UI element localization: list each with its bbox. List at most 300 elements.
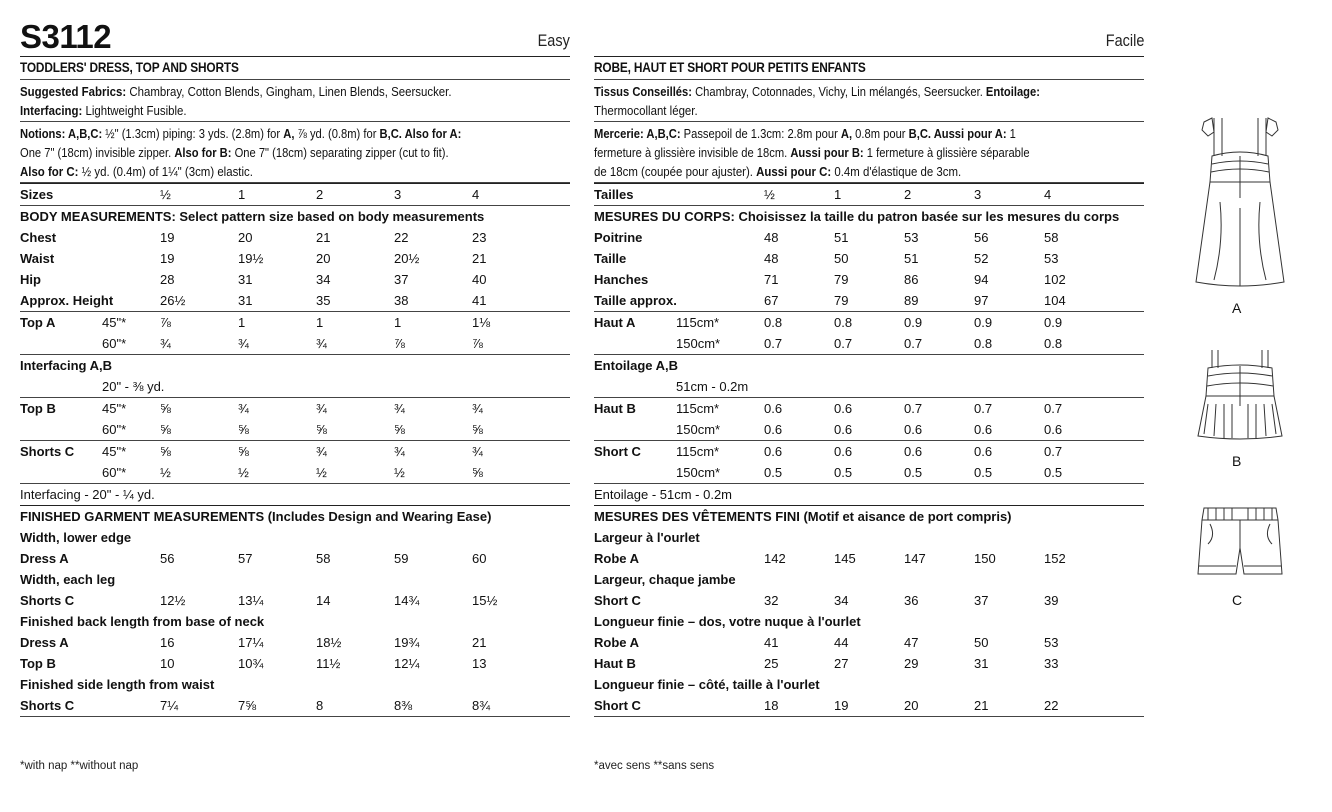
top-b-illustration [1196, 346, 1284, 446]
fabric-label [594, 333, 676, 355]
fabric-value: 0.7 [904, 398, 974, 420]
row-value: 19¾ [394, 635, 420, 650]
pattern-title: TODDLERS' DRESS, TOP AND SHORTS [20, 56, 570, 80]
row-value: 79 [834, 293, 849, 308]
finished-subheading-row [594, 611, 1144, 632]
row-value: 31 [974, 656, 989, 671]
row-value: 53 [1044, 251, 1059, 266]
fabric-value: 0.6 [834, 398, 904, 420]
row-value: 21 [472, 635, 487, 650]
interfacing-ab-value: 20" - ⅜ yd. [102, 379, 165, 394]
table-cell [676, 184, 764, 206]
fabric-value: ¾ [472, 398, 534, 420]
table-cell [1106, 441, 1144, 463]
sizes-row [594, 184, 1144, 206]
interfacing-c-row [594, 484, 1144, 506]
row-label: Short C [594, 593, 641, 608]
row-value: 20½ [394, 251, 420, 266]
table-cell [1106, 290, 1144, 312]
row-value: 11½ [316, 656, 341, 671]
row-value: 53 [1044, 635, 1059, 650]
row-value: 17¼ [238, 635, 264, 650]
table-end [594, 717, 1144, 719]
footnote: *with nap **without nap [20, 760, 139, 772]
size-value: ½ [764, 184, 834, 206]
row-value: 26½ [160, 293, 186, 308]
fabric-value: 0.6 [834, 422, 853, 437]
row-value: 86 [904, 272, 919, 287]
row-value: 89 [904, 293, 919, 308]
fabric-width: 60"* [102, 465, 127, 480]
fabric-value: 0.8 [834, 312, 904, 334]
fabric-value: 0.5 [904, 465, 923, 480]
table-cell [534, 419, 570, 441]
table-cell [1106, 398, 1144, 420]
interfacing-c: Interfacing - 20" - ¼ yd. [20, 484, 570, 506]
finished-row [594, 548, 1144, 569]
fabric-value: ⅝ [238, 441, 316, 463]
fabric-value: 0.7 [764, 336, 783, 351]
row-value: 15½ [472, 593, 498, 608]
fabric-value: 1 [316, 312, 394, 334]
row-label: Short C [594, 698, 641, 713]
fabric-label: Haut B [594, 398, 676, 420]
table-cell [1106, 548, 1144, 569]
fabric-value: ½ [238, 465, 249, 480]
shorts-c-illustration [1196, 500, 1284, 582]
row-value: 37 [394, 272, 409, 287]
sizes-label: Tailles [594, 184, 676, 206]
fabric-row [20, 441, 570, 463]
row-value: 8⅜ [394, 698, 413, 713]
row-value: 51 [904, 251, 919, 266]
body-row [20, 227, 570, 248]
footnote: *avec sens **sans sens [594, 760, 715, 772]
fabric-value: 0.7 [904, 336, 923, 351]
fabric-value: 0.5 [1044, 465, 1063, 480]
sizes-label: Sizes [20, 184, 102, 206]
fabric-value: ⅝ [472, 422, 483, 437]
fabric-label [20, 419, 102, 441]
fabric-row [594, 312, 1144, 334]
fabric-value: 0.6 [904, 422, 923, 437]
row-value: 20 [316, 251, 331, 266]
body-heading-row [594, 206, 1144, 228]
interfacing-ab-row [594, 355, 1144, 377]
row-value: 13¼ [238, 593, 264, 608]
fabric-value: ⅞ [472, 336, 483, 351]
row-value: 145 [834, 551, 856, 566]
measurement-table [594, 183, 1144, 718]
header [20, 0, 570, 56]
row-value: 7¼ [160, 698, 179, 713]
fabric-value: 0.6 [1044, 422, 1063, 437]
fabric-value: 0.6 [974, 441, 1044, 463]
fabric-value: 0.6 [764, 441, 834, 463]
size-value: 1 [238, 184, 316, 206]
fabric-value: ¾ [472, 441, 534, 463]
fabric-value: 0.7 [974, 398, 1044, 420]
finished-subheading: Largeur, chaque jambe [594, 572, 736, 587]
finished-row [594, 632, 1144, 653]
row-value: 13 [472, 656, 487, 671]
table-cell [1106, 184, 1144, 206]
row-value: 20 [238, 230, 253, 245]
table-cell [1106, 462, 1144, 484]
size-value: 4 [1044, 184, 1106, 206]
row-value: 44 [834, 635, 849, 650]
row-value: 51 [834, 230, 849, 245]
row-value: 56 [974, 230, 989, 245]
finished-subheading-row [594, 569, 1144, 590]
table-cell [534, 269, 570, 290]
fabric-value: ⅝ [160, 398, 238, 420]
table-cell [534, 462, 570, 484]
fabric-value: 0.6 [974, 422, 993, 437]
row-value: 41 [764, 635, 779, 650]
row-value: 21 [974, 698, 989, 713]
body-row [594, 269, 1144, 290]
row-value: 21 [472, 251, 487, 266]
fabric-row [594, 462, 1144, 484]
interfacing-ab-label: Entoilage A,B [594, 355, 1144, 377]
row-value: 22 [394, 230, 409, 245]
row-value: 53 [904, 230, 919, 245]
row-value: 10¾ [238, 656, 264, 671]
table-cell [534, 548, 570, 569]
finished-subheading-row [594, 674, 1144, 695]
fabric-label: Haut A [594, 312, 676, 334]
sizes-row [20, 184, 570, 206]
fabric-row [594, 398, 1144, 420]
row-value: 39 [1044, 593, 1059, 608]
body-row [594, 227, 1144, 248]
row-value: 79 [834, 272, 849, 287]
row-value: 58 [1044, 230, 1059, 245]
fabric-row [594, 419, 1144, 441]
measurement-table [20, 183, 570, 718]
fabric-row [594, 333, 1144, 355]
notions-block: Mercerie: A,B,C: Passepoil de 1.3cm: 2.8m pour A, 0.8m pour B,C. Aussi pour A: 1 fermeture à glissière invisible de 18cm. Aussi pour B: 1 fermeture à glissière séparable de 18cm (coupée pour ajuster). Aussi pour C: 0.4m d'élastique de 3cm. [594, 122, 1144, 183]
fabric-row [20, 462, 570, 484]
finished-subheading: Largeur à l'ourlet [594, 530, 700, 545]
row-value: 34 [316, 272, 331, 287]
figure-c-label: C [1232, 592, 1243, 608]
fabric-value: 0.7 [834, 336, 853, 351]
finished-subheading-row [20, 674, 570, 695]
table-cell [534, 590, 570, 611]
finished-subheading: Finished side length from waist [20, 677, 215, 692]
table-cell [534, 333, 570, 355]
fabric-value: 0.6 [904, 441, 974, 463]
row-value: 31 [238, 293, 253, 308]
fabric-value: ½ [394, 465, 405, 480]
fabric-value: 0.9 [1044, 312, 1106, 334]
fabric-label: Top B [20, 398, 102, 420]
table-cell [1106, 248, 1144, 269]
fabric-width: 45"* [102, 398, 160, 420]
fabric-value: ⅝ [316, 422, 327, 437]
dress-a-illustration [1190, 112, 1290, 292]
fabric-value: 0.7 [1044, 398, 1106, 420]
fabric-value: ⅝ [160, 441, 238, 463]
difficulty: Easy [537, 31, 570, 50]
body-row [20, 269, 570, 290]
table-cell [534, 441, 570, 463]
table-cell [534, 227, 570, 248]
table-cell [534, 184, 570, 206]
row-value: 48 [764, 251, 779, 266]
finished-row [20, 695, 570, 717]
table-cell [534, 398, 570, 420]
row-value: 23 [472, 230, 487, 245]
row-value: 104 [1044, 293, 1066, 308]
finished-subheading-row [594, 527, 1144, 548]
fabric-value: ⅞ [394, 336, 405, 351]
row-label: Robe A [594, 551, 640, 566]
row-value: 40 [472, 272, 487, 287]
row-value: 32 [764, 593, 779, 608]
fabric-value: ¾ [394, 398, 472, 420]
row-value: 47 [904, 635, 919, 650]
row-label: Dress A [20, 551, 69, 566]
fabric-value: ¾ [238, 336, 249, 351]
fabric-value: 0.5 [834, 465, 853, 480]
row-label: Hanches [594, 272, 649, 287]
row-value: 7⅝ [238, 698, 257, 713]
header [594, 0, 1144, 56]
fabric-label: Shorts C [20, 441, 102, 463]
row-value: 22 [1044, 698, 1059, 713]
fabric-value: ¾ [316, 398, 394, 420]
fabric-value: ¾ [316, 441, 394, 463]
row-value: 97 [974, 293, 989, 308]
french-column [594, 0, 1144, 772]
table-cell [1106, 695, 1144, 717]
row-value: 48 [764, 230, 779, 245]
row-value: 27 [834, 656, 849, 671]
fabric-value: 0.8 [974, 336, 993, 351]
row-value: 71 [764, 272, 779, 287]
row-value: 18 [764, 698, 779, 713]
row-value: 38 [394, 293, 409, 308]
row-value: 142 [764, 551, 786, 566]
row-value: 29 [904, 656, 919, 671]
finished-subheading-row [20, 569, 570, 590]
english-column [20, 0, 570, 772]
table-cell [1106, 632, 1144, 653]
fabric-label [20, 333, 102, 355]
row-value: 36 [904, 593, 919, 608]
finished-row [20, 590, 570, 611]
size-value: 4 [472, 184, 534, 206]
row-label: Taille [594, 251, 627, 266]
row-value: 52 [974, 251, 989, 266]
fabric-width: 45"* [102, 312, 160, 334]
fabric-row [20, 419, 570, 441]
fabric-label [594, 462, 676, 484]
interfacing-ab-value-row [594, 376, 1144, 398]
finished-row [20, 653, 570, 674]
body-row [594, 290, 1144, 312]
fabric-label: Top A [20, 312, 102, 334]
finished-heading-row [20, 506, 570, 528]
finished-row [20, 548, 570, 569]
row-value: 20 [904, 698, 919, 713]
table-cell [1106, 590, 1144, 611]
row-value: 58 [316, 551, 331, 566]
fabric-value: 1 [238, 312, 316, 334]
row-label: Approx. Height [20, 293, 114, 308]
row-label: Poitrine [594, 230, 643, 245]
fabric-value: ½ [160, 465, 171, 480]
fabric-width: 115cm* [676, 312, 764, 334]
row-label: Dress A [20, 635, 69, 650]
table-cell [1106, 269, 1144, 290]
table-cell [534, 632, 570, 653]
row-value: 31 [238, 272, 253, 287]
body-row [594, 248, 1144, 269]
body-heading-row [20, 206, 570, 228]
fabric-value: 0.6 [834, 441, 904, 463]
finished-subheading: Finished back length from base of neck [20, 614, 265, 629]
body-row [20, 290, 570, 312]
body-heading: MESURES DU CORPS: Choisissez la taille du patron basée sur les mesures du corps [594, 206, 1144, 228]
fabric-width: 60"* [102, 422, 127, 437]
fabric-value: 0.8 [1044, 336, 1063, 351]
row-value: 59 [394, 551, 409, 566]
row-value: 19 [160, 251, 175, 266]
row-value: 152 [1044, 551, 1066, 566]
row-value: 35 [316, 293, 331, 308]
table-cell [534, 290, 570, 312]
interfacing-ab-row [20, 355, 570, 377]
row-value: 57 [238, 551, 253, 566]
row-value: 19½ [238, 251, 264, 266]
row-value: 60 [472, 551, 487, 566]
fabric-value: 0.6 [764, 398, 834, 420]
finished-subheading: Longueur finie – dos, votre nuque à l'ourlet [594, 614, 861, 629]
body-heading: BODY MEASUREMENTS: Select pattern size based on body measurements [20, 206, 570, 228]
row-value: 19 [834, 698, 849, 713]
table-cell [102, 184, 160, 206]
row-value: 25 [764, 656, 779, 671]
fabric-width: 60"* [102, 336, 127, 351]
table-cell [1106, 333, 1144, 355]
row-value: 14 [316, 593, 331, 608]
fabric-value: ⅝ [160, 422, 171, 437]
fabric-value: ¾ [394, 441, 472, 463]
finished-subheading: Longueur finie – côté, taille à l'ourlet [594, 677, 820, 692]
fabric-value: 0.8 [764, 312, 834, 334]
row-label: Haut B [594, 656, 636, 671]
row-value: 10 [160, 656, 175, 671]
notions-block: Notions: A,B,C: ½" (1.3cm) piping: 3 yds. (2.8m) for A, ⅞ yd. (0.8m) for B,C. Also for A: One 7" (18cm) invisible zipper. Also for B: One 7" (18cm) separating zipper (cut to fit). Also for C: ½ yd. (0.4m) of 1¼" (3cm) elastic. [20, 122, 570, 183]
size-value: 2 [904, 184, 974, 206]
finished-subheading: Width, each leg [20, 572, 116, 587]
fabric-value: 0.9 [904, 312, 974, 334]
fabric-row [20, 312, 570, 334]
fabric-value: ⅝ [238, 422, 249, 437]
table-cell [1106, 419, 1144, 441]
interfacing-c-row [20, 484, 570, 506]
row-value: 102 [1044, 272, 1066, 287]
interfacing-c: Entoilage - 51cm - 0.2m [594, 484, 1144, 506]
row-value: 50 [974, 635, 989, 650]
row-label: Waist [20, 251, 55, 266]
fabric-row [20, 333, 570, 355]
body-row [20, 248, 570, 269]
finished-subheading-row [20, 527, 570, 548]
row-value: 12¼ [394, 656, 420, 671]
fabric-width: 115cm* [676, 398, 764, 420]
finished-heading: FINISHED GARMENT MEASUREMENTS (Includes Design and Wearing Ease) [20, 506, 570, 528]
row-value: 34 [834, 593, 849, 608]
row-value: 41 [472, 293, 487, 308]
table-cell [1106, 653, 1144, 674]
fabric-value: 0.5 [764, 465, 783, 480]
row-label: Robe A [594, 635, 640, 650]
size-value: 3 [394, 184, 472, 206]
fabric-value: ⅞ [160, 312, 238, 334]
row-value: 67 [764, 293, 779, 308]
table-end [20, 717, 570, 719]
row-value: 50 [834, 251, 849, 266]
fabric-label [594, 419, 676, 441]
fabric-value: 0.9 [974, 312, 1044, 334]
row-label: Shorts C [20, 698, 75, 713]
table-cell [534, 312, 570, 334]
row-value: 12½ [160, 593, 186, 608]
fabric-value: ¾ [238, 398, 316, 420]
fabric-value: ⅝ [472, 465, 483, 480]
row-value: 14¾ [394, 593, 420, 608]
interfacing-ab-value: 51cm - 0.2m [676, 379, 749, 394]
row-value: 33 [1044, 656, 1059, 671]
fabric-value: 0.5 [974, 465, 993, 480]
pattern-title: ROBE, HAUT ET SHORT POUR PETITS ENFANTS [594, 56, 1144, 80]
size-value: ½ [160, 184, 238, 206]
row-value: 16 [160, 635, 175, 650]
fabric-value: ¾ [160, 336, 171, 351]
fabric-row [594, 441, 1144, 463]
row-label: Taille approx. [594, 293, 677, 308]
row-value: 150 [974, 551, 996, 566]
row-value: 28 [160, 272, 175, 287]
size-value: 2 [316, 184, 394, 206]
finished-heading: MESURES DES VÊTEMENTS FINI (Motif et aisance de port compris) [594, 506, 1144, 528]
row-label: Top B [20, 656, 56, 671]
row-value: 8 [316, 698, 324, 713]
row-value: 21 [316, 230, 331, 245]
row-value: 19 [160, 230, 175, 245]
fabric-width: 150cm* [676, 336, 721, 351]
fabric-width: 150cm* [676, 422, 721, 437]
finished-row [594, 653, 1144, 674]
fabric-value: ⅝ [394, 422, 405, 437]
finished-row [20, 632, 570, 653]
finished-subheading: Width, lower edge [20, 530, 132, 545]
row-label: Shorts C [20, 593, 75, 608]
fabric-label: Short C [594, 441, 676, 463]
row-value: 147 [904, 551, 926, 566]
table-cell [534, 248, 570, 269]
table-cell [20, 376, 102, 398]
table-cell [594, 376, 676, 398]
size-value: 1 [834, 184, 904, 206]
row-value: 18½ [316, 635, 342, 650]
fabrics-block: Tissus Conseillés: Chambray, Cotonnades, Vichy, Lin mélangés, Seersucker. Entoilage: Thermocollant léger. [594, 80, 1144, 122]
